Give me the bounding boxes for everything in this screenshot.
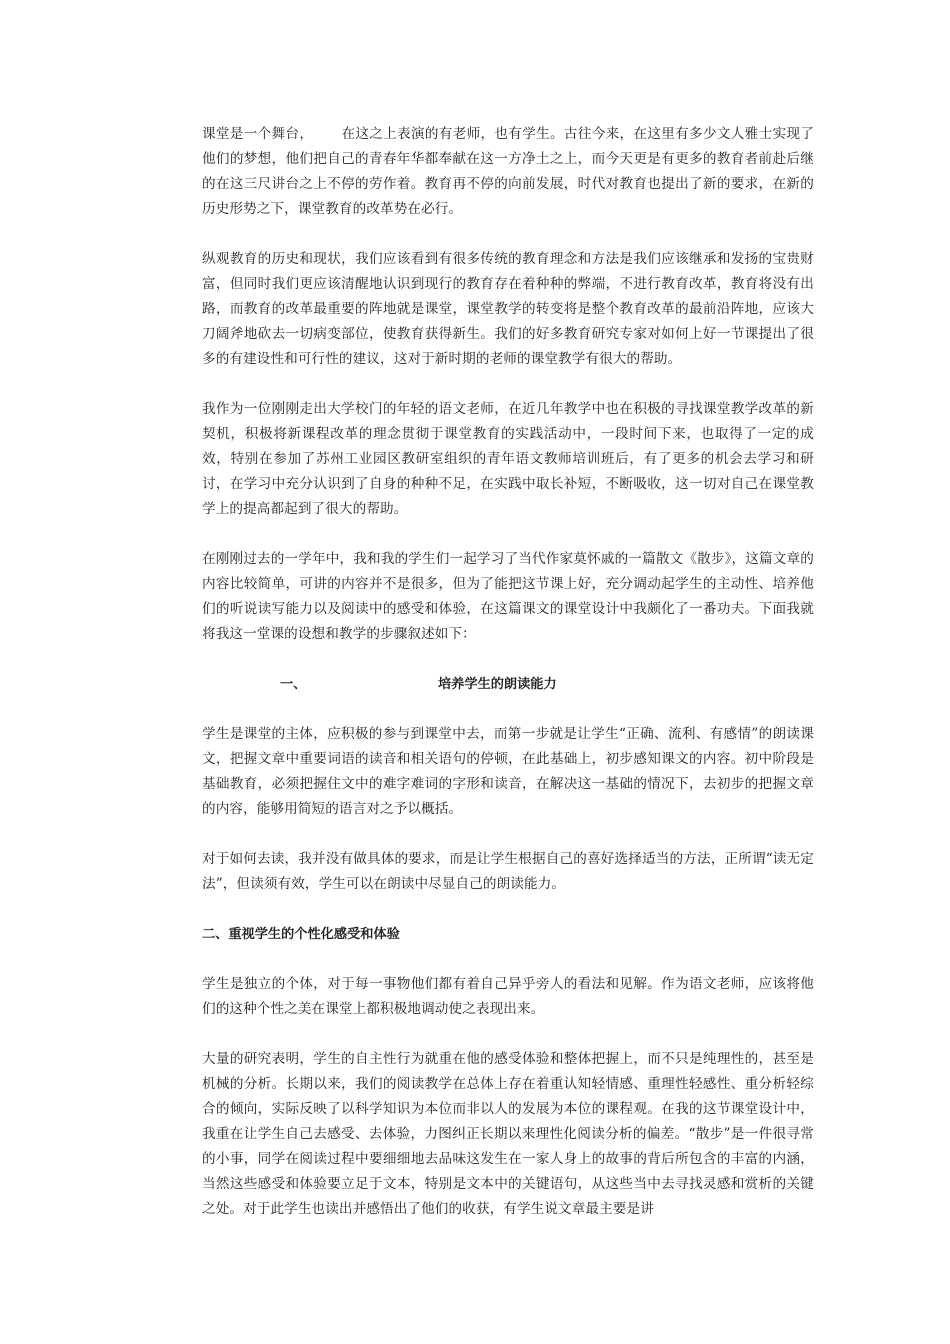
section-heading-2: 二、重视学生的个性化感受和体验 (202, 927, 400, 942)
paragraph-lesson: 在刚刚过去的一学年中，我和我的学生们一起学习了当代作家莫怀戚的一篇散文《散步》，这篇文章的内容比较简单，可讲的内容并不是很多，但为了能把这节课上好，充分调动起学生的主动性、培养他们的听说读写能力以及阅读中的感受和体验，在这篇课文的课堂设计中我颇化了一番功夫。下面我就将我这一堂课的设想和教学的步骤叙述如下： (202, 551, 814, 642)
paragraph-author: 我作为一位刚刚走出大学校门的年轻的语文老师，在近几年教学中也在积极的寻找课堂教学改革的新契机，积极将新课程改革的理念贯彻于课堂教育的实践活动中，一段时间下来，也取得了一定的成效，特别在参加了苏州工业园区教研室组织的青年语文教师培训班后，有了更多的机会去学习和研讨，在学习中充分认识到了自身的种种不足，在实践中取长补短，不断吸收，这一切对自己在课堂教学上的提高都起到了很大的帮助。 (202, 401, 814, 517)
section-heading-1-title: 培养学生的朗读能力 (438, 677, 557, 692)
paragraph-individual: 学生是独立的个体，对于每一事物他们都有着自己异乎旁人的看法和见解。作为语文老师，应该将他们的这种个性之美在课堂上都积极地调动使之表现出来。 (202, 976, 814, 1017)
section-heading-1-number: 一、 (280, 677, 307, 692)
paragraph-reading-subject: 学生是课堂的主体，应积极的参与到课堂中去，而第一步就是让学生“正确、流利、有感情”的朗读课文，把握文章中重要词语的读音和相关语句的停顿，在此基础上，初步感知课文的内容。初中阶段是基础教育，必须把握住文中的难字难词的字形和读音，在解决这一基础的情况下，去初步的把握文章的内容，能够用简短的语言对之予以概括。 (202, 726, 814, 817)
paragraph-history: 纵观教育的历史和现状，我们应该看到有很多传统的教育理念和方法是我们应该继承和发扬的宝贵财富，但同时我们更应该清醒地认识到现行的教育存在着种种的弊端，不进行教育改革，教育将没有出路，而教育的改革最重要的阵地就是课堂，课堂教学的转变将是整个教育改革的最前沿阵地，应该大刀阔斧地砍去一切病变部位，使教育获得新生。我们的好多教育研究专家对如何上好一节课提出了很多的有建设性和可行性的建议，这对于新时期的老师的课堂教学有很大的帮助。 (202, 251, 814, 367)
paragraph-intro (202, 122, 814, 222)
paragraph-research: 大量的研究表明，学生的自主性行为就重在他的感受体验和整体把握上，而不只是纯理性的，甚至是机械的分析。长期以来，我们的阅读教学在总体上存在着重认知轻情感、重理性轻感性、重分析轻综合的倾向，实际反映了以科学知识为本位而非以人的发展为本位的课程观。在我的这节课堂设计中，我重在让学生自己去感受、去体验，力图纠正长期以来理性化阅读分析的偏差。“散步”是一件很寻常的小事，同学在阅读过程中要细细地去品味这发生在一家人身上的故事的背后所包含的丰富的内涵，当然这些感受和体验要立足于文本，特别是文本中的关键语句，从这些当中去寻找灵感和赏析的关键之处。对于此学生也读出并感悟出了他们的收获，有学生说文章最主要是讲 (202, 1051, 814, 1217)
paragraph-reading-method: 对于如何去读，我并没有做具体的要求，而是让学生根据自己的喜好选择适当的方法，正所谓“读无定法”，但读须有效，学生可以在朗读中尽显自己的朗读能力。 (202, 851, 814, 892)
section-heading-1 (202, 672, 814, 697)
document-body (202, 122, 814, 1247)
paragraph-intro-rest: 在这之上表演的有老师，也有学生。古往今来，在这里有多少文人雅士实现了他们的梦想，他们把自己的青春年华都奉献在这一方净土之上，而今天更是有更多的教育者前赴后继的在这三尺讲台之上不停的劳作着。教育再不停的向前发展，时代对教育也提出了新的要求，在新的历史形势之下，课堂教育的改革势在必行。 (202, 126, 814, 217)
paragraph-intro-lead: 课堂是一个舞台， (202, 126, 314, 142)
